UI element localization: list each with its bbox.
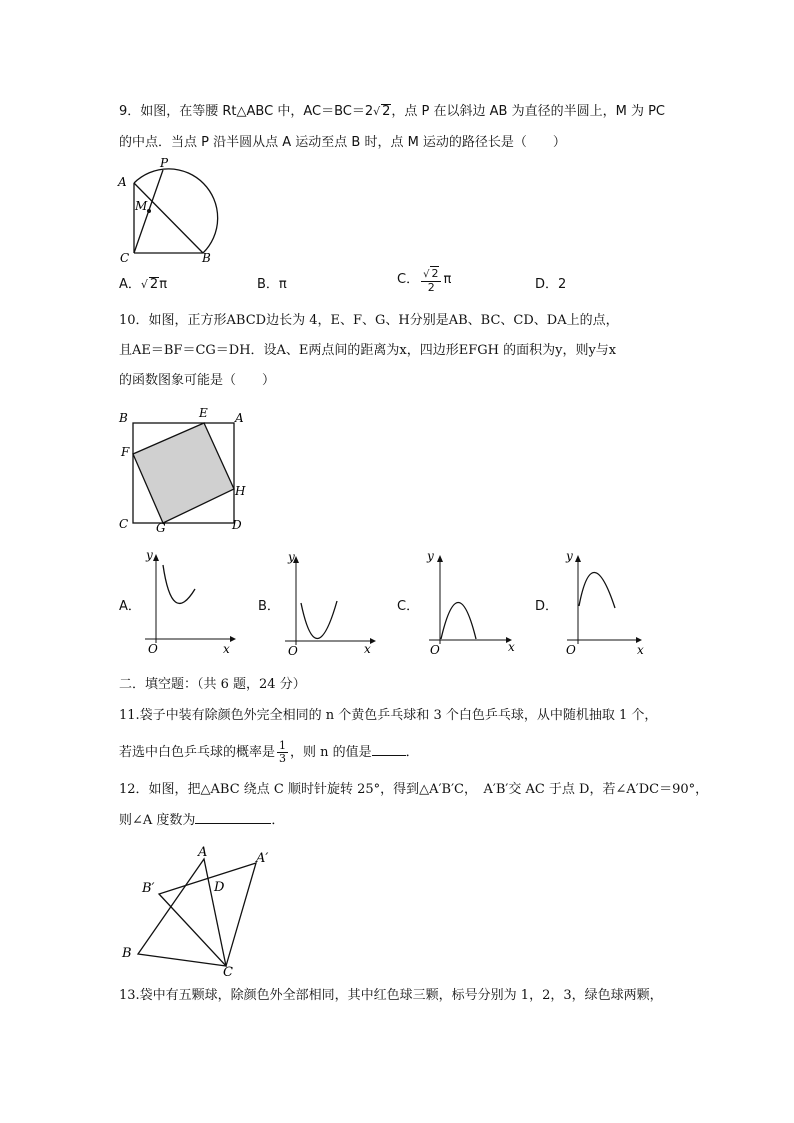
q9-option-a: A．√ 2π <box>119 277 168 292</box>
q10-graph-c-x: x <box>508 640 515 654</box>
q12-label-a: A <box>198 845 208 860</box>
q10-graph-c <box>424 546 524 658</box>
q11-text-end: ． <box>405 745 419 760</box>
q9-option-c-pi: π <box>443 272 452 287</box>
q10-line2: 且AE＝BF＝CG＝DH．设A、E两点间的距离为x，四边形EFGH 的面积为y，则y与x <box>119 343 617 358</box>
q10-graph-d-curve <box>579 572 615 608</box>
q9-point-m <box>147 209 151 213</box>
q9-label-b: B <box>202 251 211 265</box>
q9-text-b: ，点 P 在以斜边 AB 为直径的半圆上，M 为 PC <box>391 104 665 119</box>
q10-graph-a <box>140 545 240 657</box>
q10-option-c: C． <box>397 599 420 614</box>
q10-graph-a-x: x <box>223 642 230 656</box>
q12-text-a: 则∠A 度数为 <box>119 813 196 828</box>
q11-frac-num: 1 <box>279 739 287 752</box>
q9-label-a: A <box>118 175 127 189</box>
q9-option-d: D．2 <box>535 277 567 292</box>
q10-graph-b-y: y <box>288 550 295 564</box>
q10-label-g: G <box>156 521 166 535</box>
q10-option-d: D． <box>535 599 559 614</box>
q11-line2 <box>119 740 419 765</box>
q11-text-a: 若选中白色乒乓球的概率是 <box>119 745 276 760</box>
q10-figure <box>114 405 254 535</box>
q12-figure <box>116 842 276 977</box>
q11-fraction <box>277 740 288 765</box>
q10-graph-a-curve <box>163 565 195 603</box>
q9-text-a: 9．如图，在等腰 Rt△ABC 中，AC＝BC＝ <box>119 104 365 119</box>
q12-text-end: ． <box>271 813 285 828</box>
q10-graph-d-o: O <box>566 643 576 657</box>
q12-label-b: B <box>122 946 132 961</box>
q12-line1: 12．如图，把△ABC 绕点 C 顺时针旋转 25°，得到△A′B′C， A′B′交 AC 于点 D，若∠A′DC＝90°， <box>119 782 709 797</box>
q11-line1: 11.袋子中装有除颜色外完全相同的 n 个黄色乒乓球和 3 个白色乒乓球，从中随机抽取 1 个， <box>119 708 658 723</box>
q12-label-c: C <box>223 965 233 977</box>
q9-label-m: M <box>135 199 148 213</box>
q10-label-b: B <box>119 411 128 425</box>
q10-option-a: A． <box>119 599 141 614</box>
q12-label-d: D <box>214 880 225 895</box>
q9-option-c-label: C． <box>397 272 420 287</box>
q10-graph-c-curve <box>441 603 476 640</box>
q10-label-h: H <box>235 484 246 498</box>
q12-answer-blank[interactable] <box>195 811 271 824</box>
q10-line1: 10．如图，正方形ABCD边长为 4，E、F、G、H分别是AB、BC、CD、DA上的点， <box>119 313 619 328</box>
q10-graph-c-y: y <box>427 549 434 563</box>
section2-title: 二．填空题：（共 6 题，24 分） <box>119 677 306 692</box>
q9-option-a-pi: π <box>159 277 168 292</box>
q9-option-b: B．π <box>257 277 287 292</box>
q10-label-d: D <box>232 518 242 532</box>
q11-frac-den: 3 <box>279 752 287 765</box>
q10-label-f: F <box>121 445 130 459</box>
q10-quad-efgh <box>133 423 234 523</box>
q10-label-a: A <box>235 411 244 425</box>
q9-option-c-den: 2 <box>427 281 435 294</box>
q10-line3: 的函数图象可能是（ ） <box>119 373 276 388</box>
q10-graph-b-x: x <box>364 642 371 656</box>
q10-label-c: C <box>119 517 129 531</box>
q12-label-a1: A′ <box>256 851 269 866</box>
q10-graph-a-o: O <box>148 642 158 656</box>
q10-graph-d-y: y <box>566 549 573 563</box>
q9-line1: 9．如图，在等腰 Rt△ABC 中，AC＝BC＝2√ 2，点 P 在以斜边 AB 为直径的半圆上，M 为 PC <box>119 104 665 119</box>
q10-graph-d-x: x <box>637 643 644 657</box>
q10-graph-a-y: y <box>146 548 153 562</box>
q11-answer-blank[interactable] <box>372 743 406 756</box>
q11-text-b: ，则 n 的值是 <box>290 745 372 760</box>
q9-option-a-rad: 2 <box>149 277 159 292</box>
q10-label-e: E <box>199 406 208 420</box>
q10-graph-b-curve <box>301 601 337 639</box>
q9-option-c-fraction: $\frac{√ 2}{2}$ <box>421 266 441 294</box>
q10-option-b: B． <box>258 599 280 614</box>
q10-graph-c-o: O <box>430 643 440 657</box>
q9-line2: 的中点．当点 P 沿半圆从点 A 运动至点 B 时，点 M 运动的路径长是（ ） <box>119 135 566 150</box>
q9-option-c-num: 2 <box>431 267 439 280</box>
q12-triangle-abc <box>138 859 226 966</box>
q12-line2 <box>119 811 284 830</box>
q9-sqrt-rad: 2 <box>382 104 391 119</box>
q10-graph-b <box>280 547 380 659</box>
q12-triangle-a1b1c <box>159 863 256 966</box>
q13-line1: 13.袋中有五颗球，除颜色外全部相同，其中红色球三颗，标号分别为 1，2，3，绿色球两颗， <box>119 988 663 1003</box>
q9-figure <box>112 158 224 266</box>
q10-graph-b-o: O <box>288 644 298 658</box>
q10-graph-d <box>562 546 662 658</box>
q9-sqrt-coef: 2 <box>364 104 374 119</box>
q9-option-a-label: A． <box>119 277 141 292</box>
q9-option-c <box>397 266 451 294</box>
q9-hypotenuse-ab <box>134 183 203 253</box>
q9-label-c: C <box>120 251 130 265</box>
q12-label-b1: B′ <box>142 881 155 896</box>
q9-label-p: P <box>160 158 169 170</box>
